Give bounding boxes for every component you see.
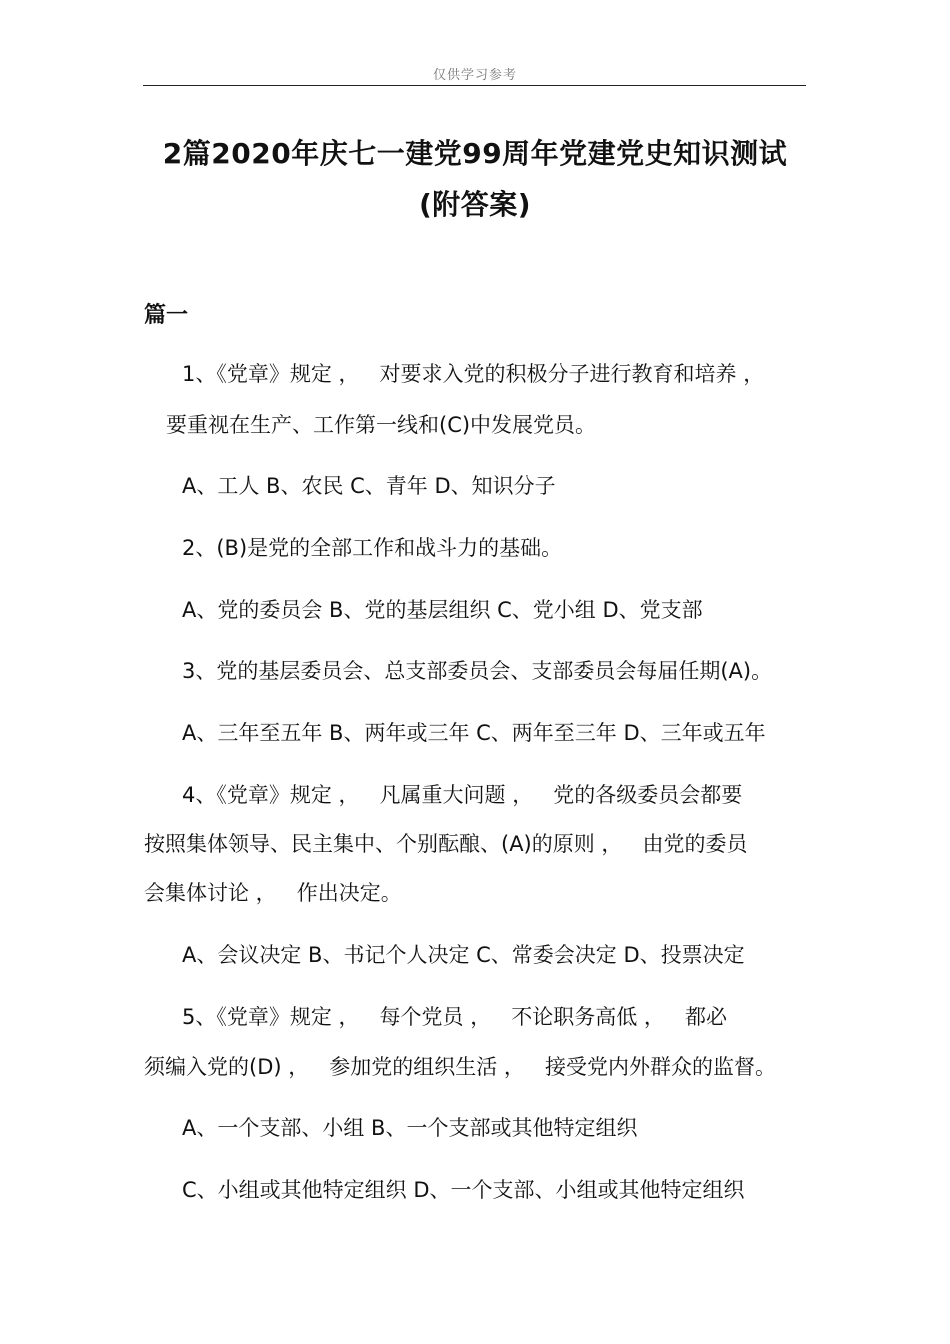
page-header: 仅供学习参考	[432, 68, 517, 83]
body-line: 要重视在生产、工作第一线和(C)中发展党员。	[166, 413, 597, 437]
section-heading: 篇一	[144, 303, 189, 328]
body-line: A、一个支部、小组 B、一个支部或其他特定组织	[182, 1116, 638, 1140]
body-line: 会集体讨论 ， 作出决定。	[144, 881, 402, 905]
body-line: 2、(B)是党的全部工作和战斗力的基础。	[182, 536, 563, 560]
document-title-line-2: (附答案)	[418, 188, 532, 221]
body-line: 5、《党章》规定 ， 每个党员 ， 不论职务高低 ， 都必	[182, 1005, 727, 1029]
body-line: A、会议决定 B、书记个人决定 C、常委会决定 D、投票决定	[182, 943, 745, 967]
body-line: A、工人 B、农民 C、青年 D、知识分子	[182, 474, 556, 498]
body-line: 1、《党章》规定 ， 对要求入党的积极分子进行教育和培养 ，	[182, 362, 765, 386]
body-line: A、三年至五年 B、两年或三年 C、两年至三年 D、三年或五年	[182, 721, 766, 745]
document-title-line-1: 2篇2020年庆七一建党99周年党建党史知识测试	[162, 137, 788, 170]
header-rule	[143, 85, 806, 86]
body-line: A、党的委员会 B、党的基层组织 C、党小组 D、党支部	[182, 598, 703, 622]
body-line: 4、《党章》规定 ， 凡属重大问题 ， 党的各级委员会都要	[182, 783, 743, 807]
body-line: 按照集体领导、民主集中、个别酝酿、(A)的原则 ， 由党的委员	[144, 832, 748, 856]
body-line: 3、党的基层委员会、总支部委员会、支部委员会每届任期(A)。	[182, 659, 773, 683]
body-line: 须编入党的(D) ， 参加党的组织生活 ， 接受党内外群众的监督。	[144, 1055, 776, 1079]
body-line: C、小组或其他特定组织 D、一个支部、小组或其他特定组织	[182, 1178, 745, 1202]
